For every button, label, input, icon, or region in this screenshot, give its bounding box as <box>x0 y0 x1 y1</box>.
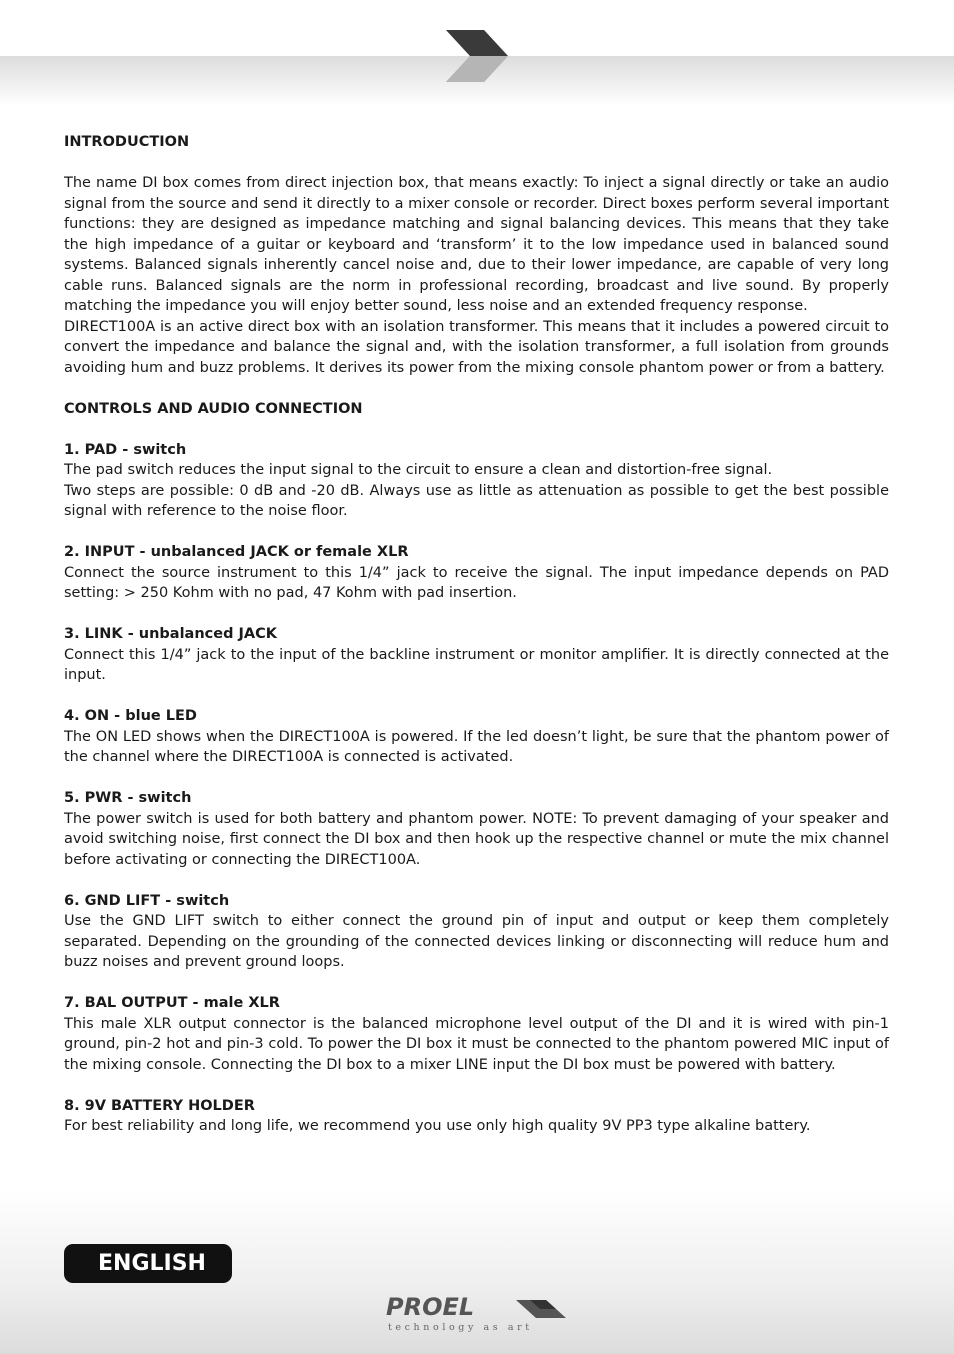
brand-name: PROEL <box>386 1293 475 1321</box>
control-title: 1. PAD - switch <box>64 441 187 458</box>
controls-heading: CONTROLS AND AUDIO CONNECTION <box>64 400 363 417</box>
language-badge: ENGLISH <box>64 1244 232 1283</box>
control-description: Two steps are possible: 0 dB and -20 dB. Always use as little as attenuation as possible to get the best possible signal with reference to the noise floor. <box>64 482 889 519</box>
introduction-heading: INTRODUCTION <box>64 134 190 150</box>
control-description: Use the GND LIFT switch to either connect the ground pin of input and output or keep them completely separated. Depending on the grounding of the connected devices linking or disconnecting will reduce hum and buzz noises and prevent ground loops. <box>64 913 889 970</box>
chevron-right-icon <box>444 28 510 84</box>
control-description: The power switch is used for both battery and phantom power. NOTE: To prevent damaging of your speaker and avoid switching noise, first connect the DI box and then hook up the respective channel or mute the mix channel before activating or connecting the DIRECT100A. <box>64 810 889 868</box>
introduction-paragraph: DIRECT100A is an active direct box with an isolation transformer. This means that it includes a powered circuit to convert the impedance and balance the signal and, with the isolation transformer, a full isolation from grounds avoiding hum and buzz problems. It derives its power from the mixing console phantom power or from a battery. <box>64 318 889 376</box>
control-description: Connect the source instrument to this 1/4” jack to receive the signal. The input impedance depends on PAD setting: > 250 Kohm with no pad, 47 Kohm with pad insertion. <box>64 564 889 601</box>
control-description: For best reliability and long life, we recommend you use only high quality 9V PP3 type alkaline battery. <box>64 1118 811 1134</box>
brand-logo <box>386 1294 576 1338</box>
control-description: The pad switch reduces the input signal to the circuit to ensure a clean and distortion-free signal. <box>64 462 773 478</box>
control-description: This male XLR output connector is the balanced microphone level output of the DI and it is wired with pin-1 ground, pin-2 hot and pin-3 cold. To power the DI box it must be connected to the phantom powered MIC input of the mixing console. Connecting the DI box to a mixer LINE input the DI box must be powered with battery. <box>64 1015 889 1073</box>
control-title: 4. ON - blue LED <box>64 708 197 724</box>
control-title: 7. BAL OUTPUT - male XLR <box>64 995 280 1011</box>
manual-content <box>64 132 889 1137</box>
proel-arrow-icon <box>516 1298 568 1320</box>
control-description: The ON LED shows when the DIRECT100A is powered. If the led doesn’t light, be sure that the phantom power of the channel where the DIRECT100A is connected is activated. <box>64 728 889 765</box>
introduction-paragraph: The name DI box comes from direct injection box, that means exactly: To inject a signal directly or take an audio signal from the source and send it directly to a mixer console or recorder. Direct boxes perform several important functions: they are designed as impedance matching and signal balancing devices. This means that they take the high impedance of a guitar or keyboard and ‘transform’ it to the low impedance used in balanced sound systems. Balanced signals inherently cancel noise and, due to their lower impedance, are capable of very long cable runs. Balanced signals are the norm in professional recording, broadcast and live sound. By properly matching the impedance you will enjoy better sound, less noise and an extended frequency response. <box>64 175 889 314</box>
brand-tagline: technology as art <box>388 1322 533 1333</box>
control-title: 8. 9V BATTERY HOLDER <box>64 1097 255 1114</box>
control-title: 6. GND LIFT - switch <box>64 892 230 909</box>
control-title: 2. INPUT - unbalanced JACK or female XLR <box>64 544 409 560</box>
control-title: 5. PWR - switch <box>64 790 192 806</box>
control-description: Connect this 1/4” jack to the input of the backline instrument or monitor amplifier. It is directly connected at the input. <box>64 646 889 683</box>
control-title: 3. LINK - unbalanced JACK <box>64 626 278 642</box>
